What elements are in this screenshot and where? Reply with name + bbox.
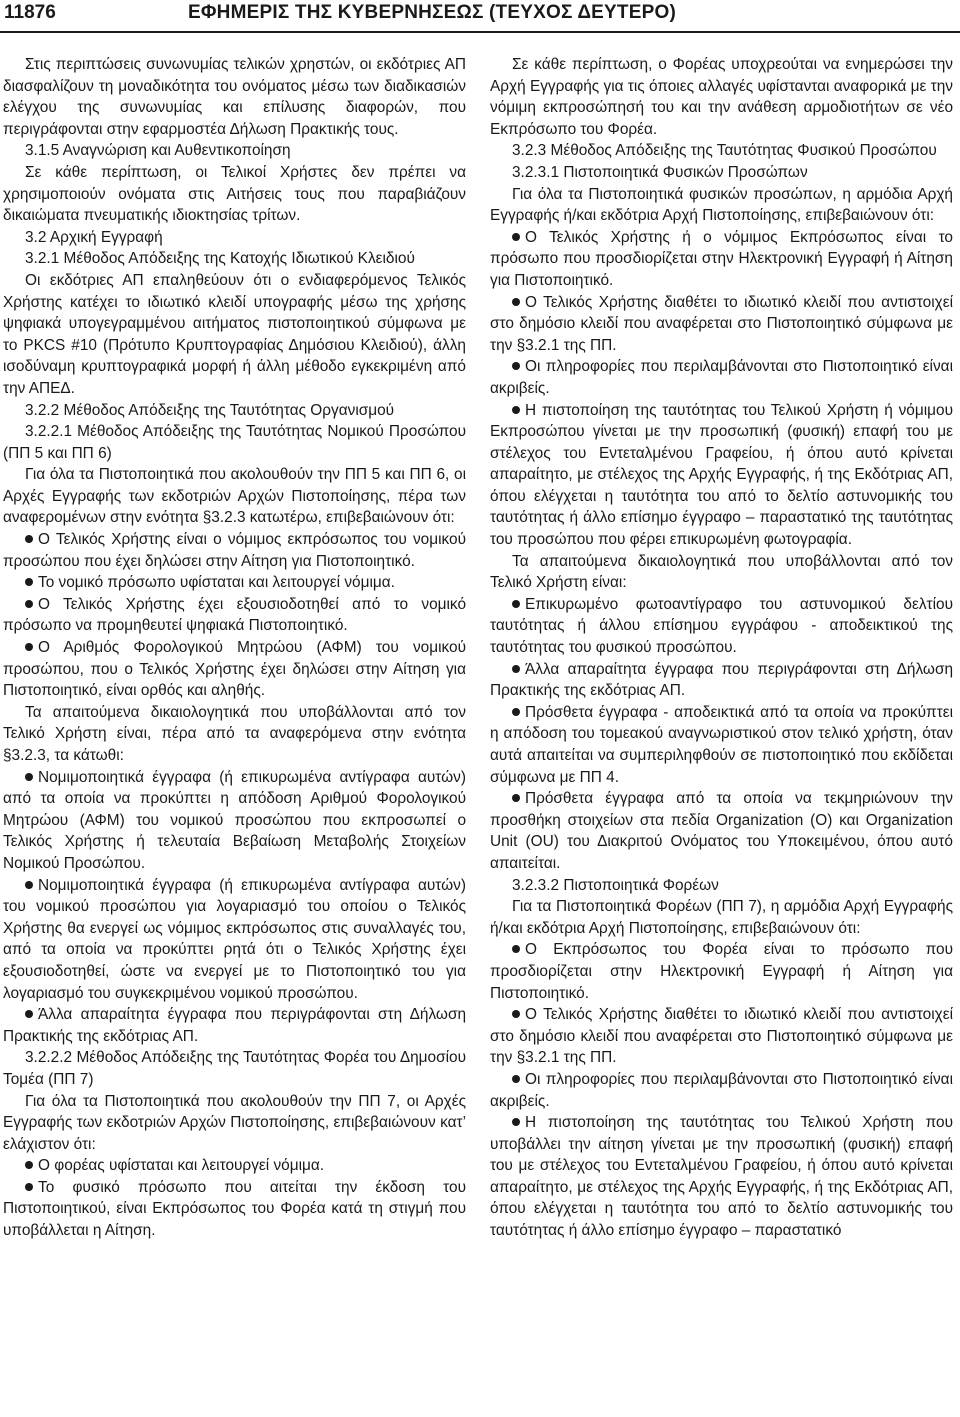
bullet-item	[490, 292, 953, 357]
bullet-text: Πρόσθετα έγγραφα - αποδεικτικά από τα οποία να προκύπτει η απόδοση του τομεακού αναγνωριστικού στον τελικό χρήστη, όταν αυτά απαιτείται να συμπεριληφθούν σε πιστοποιητικό που εκδίδεται σύμφωνα με ΠΠ 4.	[490, 703, 953, 786]
bullet-item	[490, 400, 953, 551]
bullet-item	[490, 1112, 953, 1242]
bullet-icon	[25, 1183, 33, 1191]
bullet-icon	[512, 406, 520, 414]
bullet-item	[490, 659, 953, 702]
bullet-icon	[25, 1010, 33, 1018]
bullet-icon	[25, 1161, 33, 1169]
bullet-item	[490, 939, 953, 1004]
bullet-icon	[25, 535, 33, 543]
bullet-item	[3, 1177, 466, 1242]
bullet-icon	[25, 643, 33, 651]
bullet-text: Νομιμοποιητικά έγγραφα (ή επικυρωμένα αντίγραφα αυτών) του νομικού προσώπου για λογαριασμό του οποίου ο Τελικός Χρήστης θα ενεργεί ως νόμιμος εκπρόσωπος στις συναλλαγές του, από τα οποία να προκύπτει ρητά ότι ο Τελικός Χρήστης έχει εξουσιοδοτηθεί, ώστε να ενεργεί με το Πιστοποιητικό του για λογαριασμό του συγκεκριμένου νομικού προσώπου.	[3, 876, 466, 1002]
paragraph: 3.1.5 Αναγνώριση και Αυθεντικοποίηση	[25, 142, 291, 160]
paragraph: Σε κάθε περίπτωση, ο Φορέας υποχρεούται να ενημερώσει την Αρχή Εγγραφής για τις όποιες αλλαγές υφίστανται αναφορικά με την νόμιμη εκπροσώπησή του και την ανάθεση αρμοδιοτήτων σε νέο Εκπρόσωπο του Φορέα.	[490, 56, 953, 138]
journal-title: ΕΦΗΜΕΡΙΣ ΤΗΣ ΚΥΒΕΡΝΗΣΕΩΣ (ΤΕΥΧΟΣ ΔΕΥΤΕΡΟ)	[188, 2, 676, 23]
bullet-item	[3, 1004, 466, 1047]
bullet-icon	[512, 1010, 520, 1018]
bullet-text: Ο Τελικός Χρήστης έχει εξουσιοδοτηθεί από το νομικό πρόσωπο να προμηθευτεί ψηφιακά Πιστοποιητικό.	[3, 595, 466, 635]
left-column	[3, 54, 466, 1242]
paragraph: 3.2.2.1 Μέθοδος Απόδειξης της Ταυτότητας Νομικού Προσώπου (ΠΠ 5 και ΠΠ 6)	[3, 423, 466, 462]
bullet-text: Ο φορέας υφίσταται και λειτουργεί νόμιμα.	[38, 1157, 325, 1175]
bullet-text: Το φυσικό πρόσωπο που αιτείται την έκδοση του Πιστοποιητικού, είναι Εκπρόσωπος του Φορέα κατά τη στιγμή που υποβάλλεται η Αίτηση.	[3, 1178, 466, 1240]
bullet-item	[3, 1155, 466, 1177]
bullet-icon	[25, 881, 33, 889]
bullet-text: Επικυρωμένο φωτοαντίγραφο του αστυνομικού δελτίου ταυτότητας ή άλλου επίσημου εγγράφου - αποδεικτικού της ταυτότητας του φυσικού προσώπου.	[490, 595, 953, 657]
bullet-icon	[512, 794, 520, 802]
bullet-text: Οι πληροφορίες που περιλαμβάνονται στο Πιστοποιητικό είναι ακριβείς.	[490, 358, 953, 397]
bullet-text: Ο Τελικός Χρήστης είναι ο νόμιμος εκπρόσωπος του νομικού προσώπου που έχει δηλώσει στην Αίτηση για Πιστοποιητικό.	[3, 531, 466, 570]
bullet-text: Ο Τελικός Χρήστης διαθέτει το ιδιωτικό κλειδί που αντιστοιχεί στο δημόσιο κλειδί που αναφέρεται στο Πιστοποιητικό σύμφωνα με την §3.2.1 της ΠΠ.	[490, 293, 953, 354]
paragraph: 3.2.3 Μέθοδος Απόδειξης της Ταυτότητας Φυσικού Προσώπου	[512, 142, 937, 160]
page-number: 11876	[4, 2, 56, 23]
bullet-text: Άλλα απαραίτητα έγγραφα που περιγράφονται στη Δήλωση Πρακτικής της εκδότριας ΑΠ.	[490, 660, 953, 700]
paragraph: Τα απαιτούμενα δικαιολογητικά που υποβάλλονται από τον Τελικό Χρήστη είναι, πέρα από τα αναφερόμενα στην ενότητα §3.2.3, τα κάτωθι:	[3, 703, 466, 764]
bullet-item	[490, 594, 953, 659]
bullet-text: Άλλα απαραίτητα έγγραφα που περιγράφονται στη Δήλωση Πρακτικής της εκδότριας ΑΠ.	[3, 1006, 466, 1045]
bullet-text: Ο Αριθμός Φορολογικού Μητρώου (ΑΦΜ) του νομικού προσώπου, που ο Τελικός Χρήστης έχει δηλώσει στην Αίτηση για Πιστοποιητικό, είναι ορθός και αληθής.	[3, 639, 466, 700]
bullet-item	[3, 529, 466, 572]
bullet-icon	[25, 578, 33, 586]
bullet-item	[490, 356, 953, 399]
bullet-item	[3, 767, 466, 875]
bullet-item	[490, 1004, 953, 1069]
bullet-icon	[512, 600, 520, 608]
bullet-item	[490, 788, 953, 874]
paragraph: Στις περιπτώσεις συνωνυμίας τελικών χρηστών, οι εκδότριες ΑΠ διασφαλίζουν τη μοναδικότητα του ονόματος μέσω των διαδικασιών ελέγχου της συνωνυμίας και επίλυσης διαφορών, που περιγράφονται στην εφαρμοστέα Δήλωση Πρακτικής τους.	[3, 56, 466, 138]
bullet-icon	[512, 298, 520, 306]
bullet-icon	[512, 233, 520, 241]
paragraph: 3.2.3.2 Πιστοποιητικά Φορέων	[512, 876, 719, 894]
header-rule	[0, 31, 960, 33]
paragraph: 3.2 Αρχική Εγγραφή	[25, 228, 163, 246]
bullet-text: Νομιμοποιητικά έγγραφα (ή επικυρωμένα αντίγραφα αυτών) από τα οποία να προκύπτει η απόδοση Αριθμού Φορολογικού Μητρώου (ΑΦΜ) του νομικού προσώπου που εκπροσωπεί ο Τελικός Χρήστης ή τελευταία Βεβαίωση Μεταβολής Στοιχείων Νομικού Προσώπου.	[3, 768, 466, 872]
bullet-icon	[512, 1075, 520, 1083]
bullet-item	[3, 594, 466, 637]
bullet-item	[490, 1069, 953, 1112]
paragraph: Για όλα τα Πιστοποιητικά που ακολουθούν την ΠΠ 7, οι Αρχές Εγγραφής των εκδοτριών Αρχών Πιστοποίησης, επιβεβαιώνουν κατ’ ελάχιστον ότι:	[3, 1092, 466, 1153]
bullet-item	[490, 702, 953, 788]
paragraph: Για όλα τα Πιστοποιητικά που ακολουθούν την ΠΠ 5 και ΠΠ 6, οι Αρχές Εγγραφής των εκδοτριών Αρχών Πιστοποίησης, πέρα των αναφερομένων στην ενότητα §3.2.3 κατωτέρω, επιβεβαιώνουν ότι:	[3, 466, 466, 527]
paragraph: Σε κάθε περίπτωση, οι Τελικοί Χρήστες δεν πρέπει να χρησιμοποιούν ονόματα στις Αιτήσεις τους που παραβιάζουν δικαιώματα πνευματικής ιδιοκτησίας τρίτων.	[3, 163, 466, 225]
paragraph: Για τα Πιστοποιητικά Φορέων (ΠΠ 7), η αρμόδια Αρχή Εγγραφής ή/και εκδότρια Αρχή Πιστοποίησης, επιβεβαιώνουν ότι:	[490, 898, 953, 937]
paragraph: 3.2.3.1 Πιστοποιητικά Φυσικών Προσώπων	[512, 163, 808, 181]
right-column	[490, 54, 953, 1242]
bullet-text: Η πιστοποίηση της ταυτότητας του Τελικού Χρήστη που υποβάλλει την αίτηση γίνεται με την προσωπική (φυσική) επαφή του με στέλεχος του Εντεταλμένου Γραφείου, ή όπου αυτό κρίνεται απαραίτητο, με στέλεχος της Αρχής Εγγραφής, ή της Εκδότριας ΑΠ, όπου ελέγχεται η ταυτότητα του από το δελτίο αστυνομικής του ταυτότητας ή άλλο επίσημο έγγραφο – παραστατικό	[490, 1114, 953, 1240]
bullet-text: Ο Εκπρόσωπος του Φορέα είναι το πρόσωπο που προσδιορίζεται στην Ηλεκτρονική Εγγραφή ή Αίτηση για Πιστοποιητικό.	[490, 941, 953, 1002]
bullet-icon	[25, 600, 33, 608]
bullet-text: Ο Τελικός Χρήστης ή ο νόμιμος Εκπρόσωπος είναι το πρόσωπο που προσδιορίζεται στην Ηλεκτρονική Εγγραφή ή Αίτηση για Πιστοποιητικό.	[490, 228, 953, 289]
bullet-item	[3, 875, 466, 1005]
paragraph: Για όλα τα Πιστοποιητικά φυσικών προσώπων, η αρμόδια Αρχή Εγγραφής ή/και εκδότρια Αρχή Πιστοποίησης, επιβεβαιώνουν ότι:	[490, 185, 953, 225]
paragraph: 3.2.1 Μέθοδος Απόδειξης της Κατοχής Ιδιωτικού Κλειδιού	[25, 250, 415, 268]
bullet-text: Πρόσθετα έγγραφα από τα οποία να τεκμηριώνουν την προσθήκη στοιχείων στα πεδία Organization (O) και Organization Unit (OU) του Διακριτού Ονόματος του Υποκειμένου, όπου αυτό απαιτείται.	[490, 790, 953, 872]
bullet-item	[3, 572, 466, 594]
bullet-text: Η πιστοποίηση της ταυτότητας του Τελικού Χρήστη ή νόμιμου Εκπροσώπου γίνεται με την προσωπική (φυσική) επαφή του με στέλεχος του Εντεταλμένου Γραφείου, ή όπου αυτό κρίνεται απαραίτητο, με στέλεχος της Αρχής Εγγραφής, ή της Εκδότριας ΑΠ, όπου ελέγχεται η ταυτότητα του από το δελτίο αστυνομικής του ταυτότητας ή άλλο επίσημο έγγραφο – παραστατικό της ταυτότητας του προσώπου που φέρει επικυρωμένη φωτογραφία.	[490, 401, 953, 549]
bullet-text: Οι πληροφορίες που περιλαμβάνονται στο Πιστοποιητικό είναι ακριβείς.	[490, 1070, 953, 1110]
page-header	[0, 0, 960, 32]
paragraph: 3.2.2.2 Μέθοδος Απόδειξης της Ταυτότητας Φορέα του Δημοσίου Τομέα (ΠΠ 7)	[3, 1049, 466, 1088]
bullet-icon	[512, 665, 520, 673]
bullet-item	[3, 637, 466, 702]
bullet-icon	[512, 708, 520, 716]
bullet-icon	[25, 773, 33, 781]
bullet-icon	[512, 1118, 520, 1126]
bullet-icon	[512, 945, 520, 953]
bullet-text: Το νομικό πρόσωπο υφίσταται και λειτουργεί νόμιμα.	[38, 574, 395, 592]
paragraph: Τα απαιτούμενα δικαιολογητικά που υποβάλλονται από τον Τελικό Χρήστη είναι:	[490, 552, 953, 592]
bullet-text: Ο Τελικός Χρήστης διαθέτει το ιδιωτικό κλειδί που αντιστοιχεί στο δημόσιο κλειδί που αναφέρεται στο Πιστοποιητικό σύμφωνα με την §3.2.1 της ΠΠ.	[490, 1006, 953, 1067]
paragraph: Οι εκδότριες ΑΠ επαληθεύουν ότι ο ενδιαφερόμενος Τελικός Χρήστης κατέχει το ιδιωτικό κλειδί υπογραφής μέσω της χρήσης ψηφιακά υπογεγραμμένου αιτήματος πιστοποιητικού σύμφωνα με το PKCS #10 (Πρότυπο Κρυπτογραφίας Δημόσιου Κλειδιού), άλλη ισοδύναμη κρυπτογραφικά μορφή ή άλλη μέθοδο εγκεκριμένη από την ΑΠΕΔ.	[3, 271, 466, 397]
paragraph: 3.2.2 Μέθοδος Απόδειξης της Ταυτότητας Οργανισμού	[25, 401, 395, 419]
bullet-item	[490, 227, 953, 292]
bullet-icon	[512, 362, 520, 370]
